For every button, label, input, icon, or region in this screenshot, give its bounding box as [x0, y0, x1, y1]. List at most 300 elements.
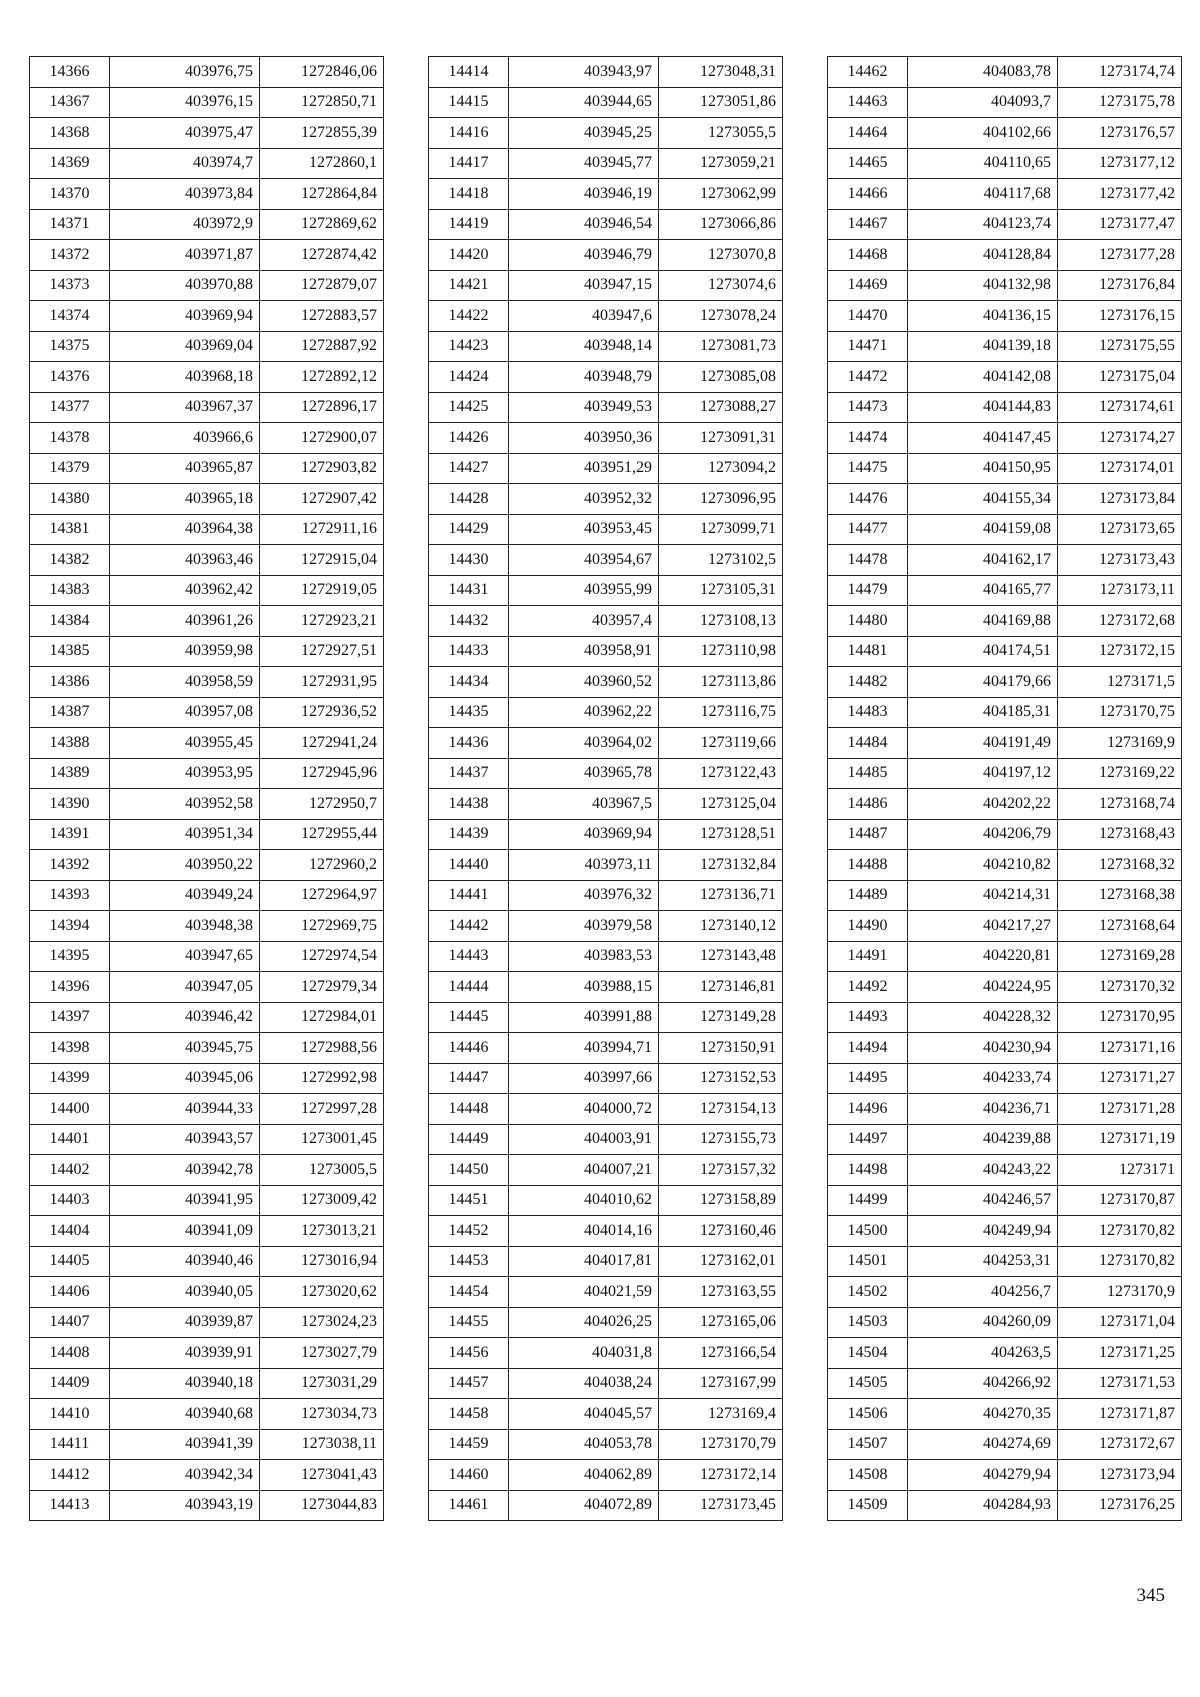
y-coordinate-cell: 1273062,99 [659, 179, 783, 210]
point-number-cell: 14378 [30, 423, 110, 454]
table-row [828, 880, 1182, 911]
x-coordinate-cell: 403965,87 [110, 453, 260, 484]
point-number-cell: 14416 [429, 118, 509, 149]
table-row [828, 667, 1182, 698]
point-number-cell: 14395 [30, 941, 110, 972]
point-number-cell: 14431 [429, 575, 509, 606]
point-number-cell: 14452 [429, 1216, 509, 1247]
point-number-cell: 14393 [30, 880, 110, 911]
y-coordinate-cell: 1273169,28 [1058, 941, 1182, 972]
x-coordinate-cell: 404249,94 [908, 1216, 1058, 1247]
point-number-cell: 14406 [30, 1277, 110, 1308]
table-row [429, 240, 783, 271]
point-number-cell: 14396 [30, 972, 110, 1003]
x-coordinate-cell: 403983,53 [509, 941, 659, 972]
x-coordinate-cell: 403955,45 [110, 728, 260, 759]
table-row [828, 636, 1182, 667]
x-coordinate-cell: 403969,94 [509, 819, 659, 850]
x-coordinate-cell: 404206,79 [908, 819, 1058, 850]
table-row [828, 392, 1182, 423]
y-coordinate-cell: 1273016,94 [260, 1246, 384, 1277]
point-number-cell: 14509 [828, 1490, 908, 1521]
coordinate-table-right [827, 56, 1182, 1521]
y-coordinate-cell: 1273009,42 [260, 1185, 384, 1216]
table-row [828, 179, 1182, 210]
x-coordinate-cell: 403961,26 [110, 606, 260, 637]
point-number-cell: 14450 [429, 1155, 509, 1186]
table-row [429, 87, 783, 118]
table-row [30, 362, 384, 393]
point-number-cell: 14382 [30, 545, 110, 576]
y-coordinate-cell: 1273170,75 [1058, 697, 1182, 728]
x-coordinate-cell: 403967,5 [509, 789, 659, 820]
x-coordinate-cell: 404007,21 [509, 1155, 659, 1186]
table-row [30, 1033, 384, 1064]
point-number-cell: 14472 [828, 362, 908, 393]
point-number-cell: 14482 [828, 667, 908, 698]
x-coordinate-cell: 404202,22 [908, 789, 1058, 820]
x-coordinate-cell: 403959,98 [110, 636, 260, 667]
x-coordinate-cell: 403962,22 [509, 697, 659, 728]
y-coordinate-cell: 1272923,21 [260, 606, 384, 637]
y-coordinate-cell: 1273027,79 [260, 1338, 384, 1369]
y-coordinate-cell: 1273174,61 [1058, 392, 1182, 423]
page-number: 345 [1136, 1585, 1165, 1606]
table-row [429, 758, 783, 789]
x-coordinate-cell: 403975,47 [110, 118, 260, 149]
x-coordinate-cell: 403955,99 [509, 575, 659, 606]
table-row [30, 667, 384, 698]
point-number-cell: 14454 [429, 1277, 509, 1308]
table-row [429, 1399, 783, 1430]
y-coordinate-cell: 1273096,95 [659, 484, 783, 515]
point-number-cell: 14443 [429, 941, 509, 972]
point-number-cell: 14408 [30, 1338, 110, 1369]
table-row [30, 1460, 384, 1491]
x-coordinate-cell: 403965,18 [110, 484, 260, 515]
x-coordinate-cell: 404142,08 [908, 362, 1058, 393]
point-number-cell: 14373 [30, 270, 110, 301]
table-row [30, 1155, 384, 1186]
table-row [30, 972, 384, 1003]
point-number-cell: 14495 [828, 1063, 908, 1094]
table-row [30, 850, 384, 881]
y-coordinate-cell: 1273081,73 [659, 331, 783, 362]
point-number-cell: 14387 [30, 697, 110, 728]
table-row [429, 1185, 783, 1216]
point-number-cell: 14465 [828, 148, 908, 179]
y-coordinate-cell: 1273168,38 [1058, 880, 1182, 911]
y-coordinate-cell: 1273102,5 [659, 545, 783, 576]
x-coordinate-cell: 404165,77 [908, 575, 1058, 606]
y-coordinate-cell: 1273170,32 [1058, 972, 1182, 1003]
y-coordinate-cell: 1273157,32 [659, 1155, 783, 1186]
table-row [828, 1063, 1182, 1094]
y-coordinate-cell: 1273048,31 [659, 57, 783, 88]
point-number-cell: 14424 [429, 362, 509, 393]
table-row [828, 453, 1182, 484]
x-coordinate-cell: 403965,78 [509, 758, 659, 789]
point-number-cell: 14381 [30, 514, 110, 545]
table-row [828, 148, 1182, 179]
point-number-cell: 14448 [429, 1094, 509, 1125]
y-coordinate-cell: 1273170,9 [1058, 1277, 1182, 1308]
y-coordinate-cell: 1273171 [1058, 1155, 1182, 1186]
y-coordinate-cell: 1273119,66 [659, 728, 783, 759]
y-coordinate-cell: 1273167,99 [659, 1368, 783, 1399]
y-coordinate-cell: 1273149,28 [659, 1002, 783, 1033]
point-number-cell: 14372 [30, 240, 110, 271]
x-coordinate-cell: 404147,45 [908, 423, 1058, 454]
y-coordinate-cell: 1273150,91 [659, 1033, 783, 1064]
x-coordinate-cell: 403947,05 [110, 972, 260, 1003]
x-coordinate-cell: 404038,24 [509, 1368, 659, 1399]
x-coordinate-cell: 403946,79 [509, 240, 659, 271]
table-row [429, 1124, 783, 1155]
point-number-cell: 14375 [30, 331, 110, 362]
table-row [429, 392, 783, 423]
table-row [30, 1094, 384, 1125]
y-coordinate-cell: 1272879,07 [260, 270, 384, 301]
x-coordinate-cell: 404093,7 [908, 87, 1058, 118]
point-number-cell: 14499 [828, 1185, 908, 1216]
table-row [30, 87, 384, 118]
x-coordinate-cell: 404270,35 [908, 1399, 1058, 1430]
x-coordinate-cell: 404102,66 [908, 118, 1058, 149]
table-row [429, 423, 783, 454]
y-coordinate-cell: 1272931,95 [260, 667, 384, 698]
point-number-cell: 14439 [429, 819, 509, 850]
x-coordinate-cell: 403947,65 [110, 941, 260, 972]
x-coordinate-cell: 404197,12 [908, 758, 1058, 789]
point-number-cell: 14493 [828, 1002, 908, 1033]
table-row [30, 1277, 384, 1308]
point-number-cell: 14389 [30, 758, 110, 789]
point-number-cell: 14467 [828, 209, 908, 240]
y-coordinate-cell: 1273034,73 [260, 1399, 384, 1430]
point-number-cell: 14426 [429, 423, 509, 454]
table-row [828, 1460, 1182, 1491]
y-coordinate-cell: 1272988,56 [260, 1033, 384, 1064]
x-coordinate-cell: 403948,79 [509, 362, 659, 393]
y-coordinate-cell: 1273152,53 [659, 1063, 783, 1094]
point-number-cell: 14461 [429, 1490, 509, 1521]
x-coordinate-cell: 403952,32 [509, 484, 659, 515]
table-row [828, 484, 1182, 515]
table-row [429, 57, 783, 88]
y-coordinate-cell: 1273094,2 [659, 453, 783, 484]
point-number-cell: 14434 [429, 667, 509, 698]
point-number-cell: 14417 [429, 148, 509, 179]
table-row [429, 1460, 783, 1491]
x-coordinate-cell: 403979,58 [509, 911, 659, 942]
point-number-cell: 14498 [828, 1155, 908, 1186]
table-row [828, 728, 1182, 759]
y-coordinate-cell: 1273176,25 [1058, 1490, 1182, 1521]
x-coordinate-cell: 403939,91 [110, 1338, 260, 1369]
point-number-cell: 14392 [30, 850, 110, 881]
y-coordinate-cell: 1272960,2 [260, 850, 384, 881]
point-number-cell: 14390 [30, 789, 110, 820]
x-coordinate-cell: 404228,32 [908, 1002, 1058, 1033]
point-number-cell: 14456 [429, 1338, 509, 1369]
point-number-cell: 14402 [30, 1155, 110, 1186]
table-row [828, 1216, 1182, 1247]
x-coordinate-cell: 403942,34 [110, 1460, 260, 1491]
point-number-cell: 14471 [828, 331, 908, 362]
table-row [429, 148, 783, 179]
table-row [828, 1399, 1182, 1430]
x-coordinate-cell: 403958,59 [110, 667, 260, 698]
point-number-cell: 14442 [429, 911, 509, 942]
point-number-cell: 14508 [828, 1460, 908, 1491]
table-row [30, 1063, 384, 1094]
y-coordinate-cell: 1272864,84 [260, 179, 384, 210]
x-coordinate-cell: 403953,95 [110, 758, 260, 789]
y-coordinate-cell: 1273176,84 [1058, 270, 1182, 301]
point-number-cell: 14455 [429, 1307, 509, 1338]
y-coordinate-cell: 1273171,5 [1058, 667, 1182, 698]
x-coordinate-cell: 403958,91 [509, 636, 659, 667]
point-number-cell: 14481 [828, 636, 908, 667]
y-coordinate-cell: 1272927,51 [260, 636, 384, 667]
point-number-cell: 14446 [429, 1033, 509, 1064]
table-row [429, 1307, 783, 1338]
point-number-cell: 14430 [429, 545, 509, 576]
table-row [828, 270, 1182, 301]
table-row [828, 545, 1182, 576]
y-coordinate-cell: 1273165,06 [659, 1307, 783, 1338]
table-row [30, 911, 384, 942]
x-coordinate-cell: 404266,92 [908, 1368, 1058, 1399]
y-coordinate-cell: 1273024,23 [260, 1307, 384, 1338]
x-coordinate-cell: 404144,83 [908, 392, 1058, 423]
x-coordinate-cell: 403997,66 [509, 1063, 659, 1094]
point-number-cell: 14457 [429, 1368, 509, 1399]
x-coordinate-cell: 404017,81 [509, 1246, 659, 1277]
y-coordinate-cell: 1273171,04 [1058, 1307, 1182, 1338]
y-coordinate-cell: 1273171,19 [1058, 1124, 1182, 1155]
point-number-cell: 14487 [828, 819, 908, 850]
table-row [429, 179, 783, 210]
y-coordinate-cell: 1273113,86 [659, 667, 783, 698]
table-row [30, 484, 384, 515]
point-number-cell: 14386 [30, 667, 110, 698]
x-coordinate-cell: 404279,94 [908, 1460, 1058, 1491]
x-coordinate-cell: 404210,82 [908, 850, 1058, 881]
table-row [828, 972, 1182, 1003]
y-coordinate-cell: 1273171,25 [1058, 1338, 1182, 1369]
y-coordinate-cell: 1273168,64 [1058, 911, 1182, 942]
y-coordinate-cell: 1273176,57 [1058, 118, 1182, 149]
table-row [828, 1307, 1182, 1338]
y-coordinate-cell: 1273005,5 [260, 1155, 384, 1186]
x-coordinate-cell: 404062,89 [509, 1460, 659, 1491]
point-number-cell: 14444 [429, 972, 509, 1003]
table-row [828, 911, 1182, 942]
y-coordinate-cell: 1273088,27 [659, 392, 783, 423]
table-row [429, 606, 783, 637]
point-number-cell: 14376 [30, 362, 110, 393]
point-number-cell: 14470 [828, 301, 908, 332]
x-coordinate-cell: 404230,94 [908, 1033, 1058, 1064]
y-coordinate-cell: 1273175,55 [1058, 331, 1182, 362]
point-number-cell: 14502 [828, 1277, 908, 1308]
point-number-cell: 14410 [30, 1399, 110, 1430]
x-coordinate-cell: 404239,88 [908, 1124, 1058, 1155]
x-coordinate-cell: 403951,29 [509, 453, 659, 484]
point-number-cell: 14422 [429, 301, 509, 332]
y-coordinate-cell: 1272892,12 [260, 362, 384, 393]
point-number-cell: 14490 [828, 911, 908, 942]
table-row [429, 1002, 783, 1033]
x-coordinate-cell: 404179,66 [908, 667, 1058, 698]
table-row [828, 1124, 1182, 1155]
x-coordinate-cell: 403969,04 [110, 331, 260, 362]
point-number-cell: 14399 [30, 1063, 110, 1094]
y-coordinate-cell: 1272874,42 [260, 240, 384, 271]
x-coordinate-cell: 404274,69 [908, 1429, 1058, 1460]
point-number-cell: 14505 [828, 1368, 908, 1399]
point-number-cell: 14418 [429, 179, 509, 210]
y-coordinate-cell: 1273173,43 [1058, 545, 1182, 576]
point-number-cell: 14379 [30, 453, 110, 484]
point-number-cell: 14436 [429, 728, 509, 759]
y-coordinate-cell: 1272846,06 [260, 57, 384, 88]
x-coordinate-cell: 403947,15 [509, 270, 659, 301]
y-coordinate-cell: 1273166,54 [659, 1338, 783, 1369]
x-coordinate-cell: 404253,31 [908, 1246, 1058, 1277]
x-coordinate-cell: 404150,95 [908, 453, 1058, 484]
x-coordinate-cell: 404263,5 [908, 1338, 1058, 1369]
y-coordinate-cell: 1273172,15 [1058, 636, 1182, 667]
point-number-cell: 14420 [429, 240, 509, 271]
point-number-cell: 14415 [429, 87, 509, 118]
x-coordinate-cell: 404284,93 [908, 1490, 1058, 1521]
point-number-cell: 14438 [429, 789, 509, 820]
table-row [30, 1124, 384, 1155]
table-row [828, 758, 1182, 789]
y-coordinate-cell: 1272936,52 [260, 697, 384, 728]
x-coordinate-cell: 403945,75 [110, 1033, 260, 1064]
table-row [828, 941, 1182, 972]
x-coordinate-cell: 403949,24 [110, 880, 260, 911]
y-coordinate-cell: 1273171,16 [1058, 1033, 1182, 1064]
table-row [429, 1216, 783, 1247]
table-row [828, 1155, 1182, 1186]
point-number-cell: 14427 [429, 453, 509, 484]
x-coordinate-cell: 403943,57 [110, 1124, 260, 1155]
x-coordinate-cell: 404260,09 [908, 1307, 1058, 1338]
x-coordinate-cell: 404169,88 [908, 606, 1058, 637]
x-coordinate-cell: 404072,89 [509, 1490, 659, 1521]
x-coordinate-cell: 403940,46 [110, 1246, 260, 1277]
table-row [828, 362, 1182, 393]
table-row [429, 270, 783, 301]
point-number-cell: 14380 [30, 484, 110, 515]
x-coordinate-cell: 403970,88 [110, 270, 260, 301]
x-coordinate-cell: 404191,49 [908, 728, 1058, 759]
y-coordinate-cell: 1273177,12 [1058, 148, 1182, 179]
y-coordinate-cell: 1273176,15 [1058, 301, 1182, 332]
table-row [30, 606, 384, 637]
point-number-cell: 14459 [429, 1429, 509, 1460]
y-coordinate-cell: 1273125,04 [659, 789, 783, 820]
y-coordinate-cell: 1273110,98 [659, 636, 783, 667]
table-row [30, 697, 384, 728]
point-number-cell: 14449 [429, 1124, 509, 1155]
point-number-cell: 14435 [429, 697, 509, 728]
table-row [828, 514, 1182, 545]
table-row [30, 789, 384, 820]
x-coordinate-cell: 403947,6 [509, 301, 659, 332]
y-coordinate-cell: 1272969,75 [260, 911, 384, 942]
y-coordinate-cell: 1273116,75 [659, 697, 783, 728]
table-row [30, 880, 384, 911]
table-row [30, 270, 384, 301]
table-row [30, 1429, 384, 1460]
point-number-cell: 14462 [828, 57, 908, 88]
point-number-cell: 14413 [30, 1490, 110, 1521]
x-coordinate-cell: 403942,78 [110, 1155, 260, 1186]
y-coordinate-cell: 1272907,42 [260, 484, 384, 515]
y-coordinate-cell: 1273154,13 [659, 1094, 783, 1125]
table-row [429, 545, 783, 576]
point-number-cell: 14500 [828, 1216, 908, 1247]
y-coordinate-cell: 1273059,21 [659, 148, 783, 179]
point-number-cell: 14411 [30, 1429, 110, 1460]
x-coordinate-cell: 404139,18 [908, 331, 1058, 362]
table-row [429, 1063, 783, 1094]
table-row [828, 1368, 1182, 1399]
point-number-cell: 14480 [828, 606, 908, 637]
point-number-cell: 14473 [828, 392, 908, 423]
point-number-cell: 14464 [828, 118, 908, 149]
x-coordinate-cell: 403940,68 [110, 1399, 260, 1430]
y-coordinate-cell: 1272992,98 [260, 1063, 384, 1094]
y-coordinate-cell: 1273169,4 [659, 1399, 783, 1430]
y-coordinate-cell: 1273174,01 [1058, 453, 1182, 484]
y-coordinate-cell: 1273170,82 [1058, 1246, 1182, 1277]
x-coordinate-cell: 403960,52 [509, 667, 659, 698]
y-coordinate-cell: 1273171,28 [1058, 1094, 1182, 1125]
point-number-cell: 14385 [30, 636, 110, 667]
point-number-cell: 14474 [828, 423, 908, 454]
y-coordinate-cell: 1272900,07 [260, 423, 384, 454]
x-coordinate-cell: 404053,78 [509, 1429, 659, 1460]
x-coordinate-cell: 403991,88 [509, 1002, 659, 1033]
table-row [429, 880, 783, 911]
table-row [429, 728, 783, 759]
point-number-cell: 14460 [429, 1460, 509, 1491]
y-coordinate-cell: 1273170,82 [1058, 1216, 1182, 1247]
x-coordinate-cell: 404010,62 [509, 1185, 659, 1216]
x-coordinate-cell: 404246,57 [908, 1185, 1058, 1216]
x-coordinate-cell: 403941,09 [110, 1216, 260, 1247]
table-row [828, 1429, 1182, 1460]
table-row [30, 1246, 384, 1277]
y-coordinate-cell: 1272997,28 [260, 1094, 384, 1125]
coordinate-table-middle [428, 56, 783, 1521]
y-coordinate-cell: 1273091,31 [659, 423, 783, 454]
point-number-cell: 14423 [429, 331, 509, 362]
x-coordinate-cell: 404159,08 [908, 514, 1058, 545]
x-coordinate-cell: 404236,71 [908, 1094, 1058, 1125]
table-row [429, 819, 783, 850]
point-number-cell: 14421 [429, 270, 509, 301]
x-coordinate-cell: 403944,65 [509, 87, 659, 118]
x-coordinate-cell: 404132,98 [908, 270, 1058, 301]
